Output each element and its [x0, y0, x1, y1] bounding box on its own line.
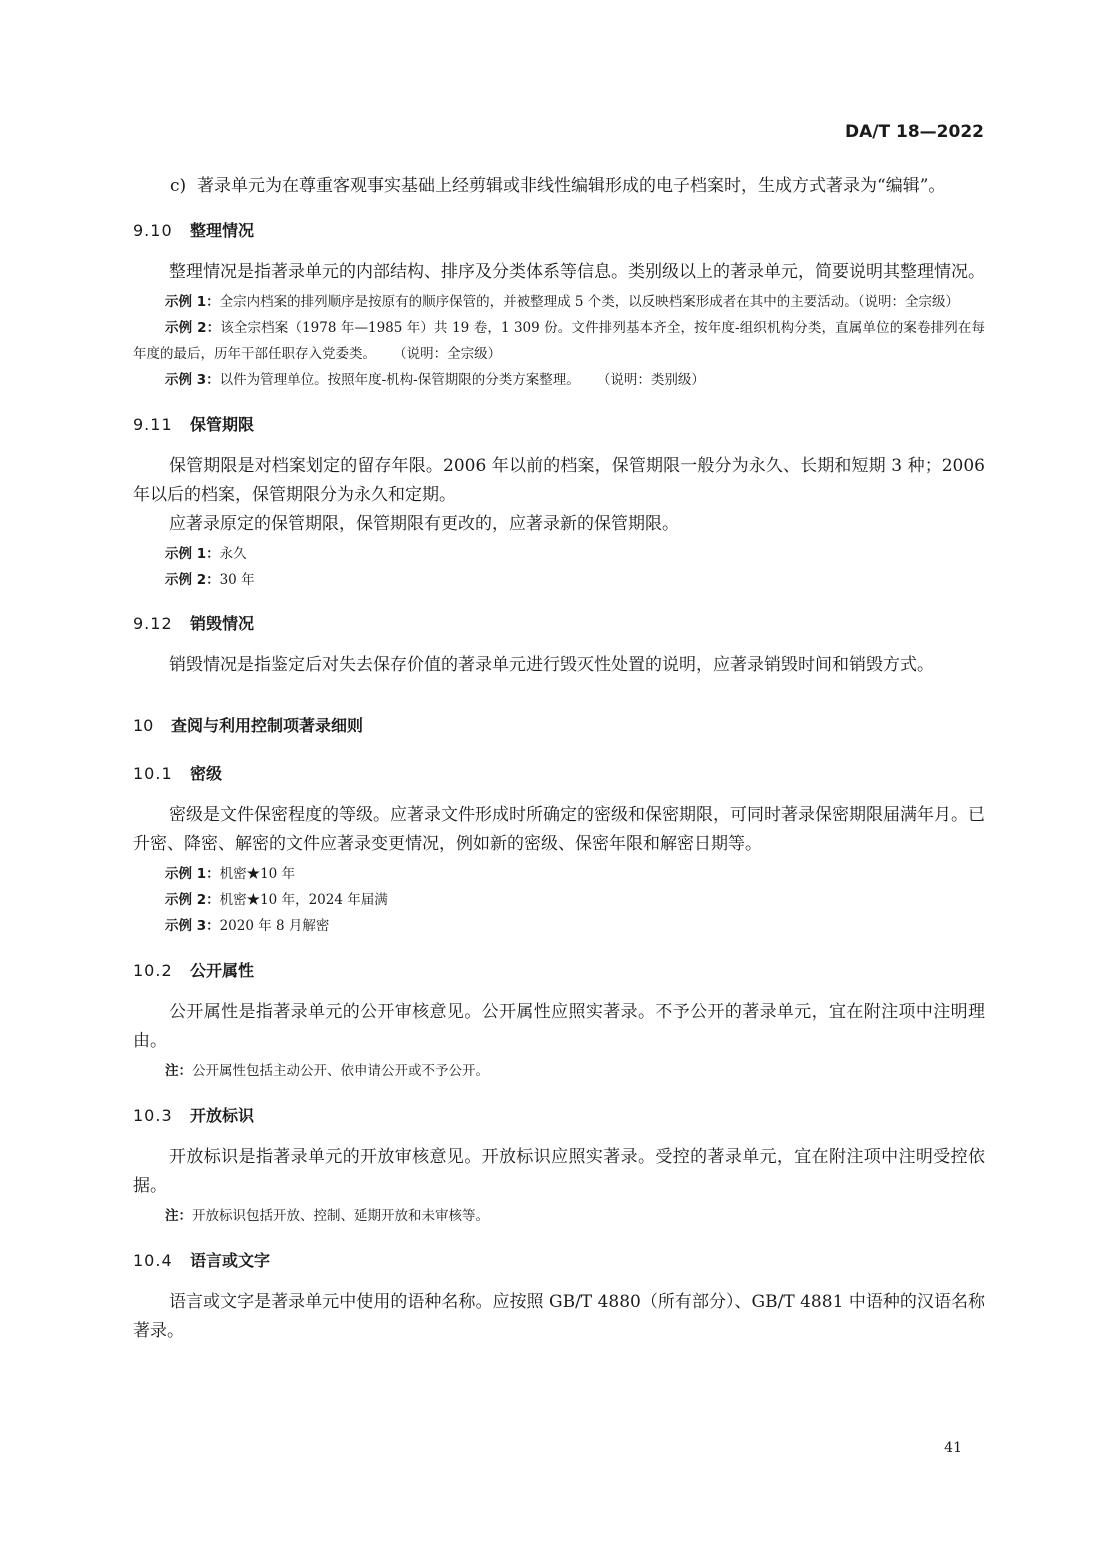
- note-label: 注：: [165, 1208, 192, 1224]
- example-text: 以件为管理单位。按照年度-机构-保管期限的分类方案整理。 （说明：类别级）: [219, 372, 705, 388]
- document-code: DA/T 18—2022: [845, 122, 984, 142]
- example-label: 示例 2：: [165, 892, 220, 908]
- heading-10-3: [133, 1104, 985, 1128]
- section-number: 9.11: [133, 415, 173, 434]
- example: [133, 861, 985, 887]
- heading-9-11: [133, 413, 985, 437]
- section-title: 语言或文字: [190, 1251, 271, 1270]
- paragraph: 应著录原定的保管期限，保管期限有更改的，应著录新的保管期限。: [169, 514, 679, 534]
- paragraph: 保管期限是对档案划定的留存年限。2006 年以前的档案，保管期限一般分为永久、长期和短期 3 种；2006 年以后的档案，保管期限分为永久和定期。: [133, 456, 985, 505]
- chapter-number: 10: [133, 716, 154, 735]
- section-title: 销毁情况: [190, 614, 255, 633]
- heading-9-10: [133, 219, 985, 243]
- heading-10-2: [133, 959, 985, 983]
- paragraph: 整理情况是指著录单元的内部结构、排序及分类体系等信息。类别级以上的著录单元，简要说明其整理情况。: [169, 262, 985, 282]
- heading-10: [133, 714, 985, 738]
- heading-10-1: [133, 762, 985, 786]
- example-label: 示例 1：: [165, 866, 220, 882]
- note-text: 开放标识包括开放、控制、延期开放和未审核等。: [192, 1208, 489, 1224]
- section-title: 保管期限: [190, 415, 255, 434]
- section-title: 整理情况: [190, 221, 255, 240]
- example-label: 示例 1：: [165, 546, 220, 562]
- note: [133, 1203, 985, 1229]
- example-text: 永久: [219, 546, 247, 562]
- section-title: 公开属性: [190, 961, 255, 980]
- paragraph: 销毁情况是指鉴定后对失去保存价值的著录单元进行毁灭性处置的说明，应著录销毁时间和销毁方式。: [169, 655, 934, 675]
- paragraph: 开放标识是指著录单元的开放审核意见。开放标识应照实著录。受控的著录单元，宜在附注项中注明受控依据。: [133, 1147, 985, 1196]
- example-label: 示例 1：: [165, 294, 220, 310]
- page-number: 41: [944, 1440, 962, 1456]
- example-label: 示例 3：: [165, 918, 220, 934]
- page-content: [133, 172, 985, 1346]
- example-label: 示例 2：: [165, 320, 221, 336]
- section-number: 9.12: [133, 614, 173, 633]
- example-label: 示例 3：: [165, 372, 220, 388]
- list-item-text: 著录单元为在尊重客观事实基础上经剪辑或非线性编辑形成的电子档案时，生成方式著录为“编辑”。: [197, 176, 946, 196]
- note-text: 公开属性包括主动公开、依申请公开或不予公开。: [192, 1063, 489, 1079]
- chapter-title: 查阅与利用控制项著录细则: [171, 716, 364, 735]
- example: [133, 887, 985, 913]
- paragraph: 密级是文件保密程度的等级。应著录文件形成时所确定的密级和保密期限，可同时著录保密期限届满年月。已升密、降密、解密的文件应著录变更情况，例如新的密级、保密年限和解密日期等。: [133, 805, 985, 854]
- example-text: 该全宗档案（1978 年—1985 年）共 19 卷，1 309 份。文件排列基本齐全，按年度-组织机构分类，直属单位的案卷排列在每年度的最后，历年干部任职存入党委类。 （说明：全宗级）: [133, 320, 985, 362]
- paragraph: 语言或文字是著录单元中使用的语种名称。应按照 GB/T 4880（所有部分）、GB/T 4881 中语种的汉语名称著录。: [133, 1292, 985, 1341]
- example-text: 30 年: [219, 572, 255, 588]
- section-number: 10.1: [133, 764, 173, 783]
- note: [133, 1058, 985, 1084]
- example: [133, 289, 985, 315]
- example-text: 2020 年 8 月解密: [219, 918, 330, 934]
- example-text: 机密★10 年，2024 年届满: [219, 892, 388, 908]
- section-title: 开放标识: [190, 1106, 255, 1125]
- example-text: 全宗内档案的排列顺序是按原有的顺序保管的，并被整理成 5 个类，以反映档案形成者在其中的主要活动。（说明：全宗级）: [219, 294, 960, 310]
- section-title: 密级: [190, 764, 223, 783]
- section-number: 10.3: [133, 1106, 173, 1125]
- section-number: 9.10: [133, 221, 173, 240]
- example: [133, 315, 985, 367]
- example-label: 示例 2：: [165, 572, 220, 588]
- list-marker: c): [170, 176, 187, 196]
- paragraph: 公开属性是指著录单元的公开审核意见。公开属性应照实著录。不予公开的著录单元，宜在附注项中注明理由。: [133, 1002, 985, 1051]
- example-text: 机密★10 年: [219, 866, 296, 882]
- example: [133, 567, 985, 593]
- heading-9-12: [133, 612, 985, 636]
- section-number: 10.4: [133, 1251, 173, 1270]
- section-number: 10.2: [133, 961, 173, 980]
- note-label: 注：: [165, 1063, 192, 1079]
- list-item-c: [133, 172, 985, 201]
- example: [133, 913, 985, 939]
- example: [133, 367, 985, 393]
- heading-10-4: [133, 1249, 985, 1273]
- example: [133, 541, 985, 567]
